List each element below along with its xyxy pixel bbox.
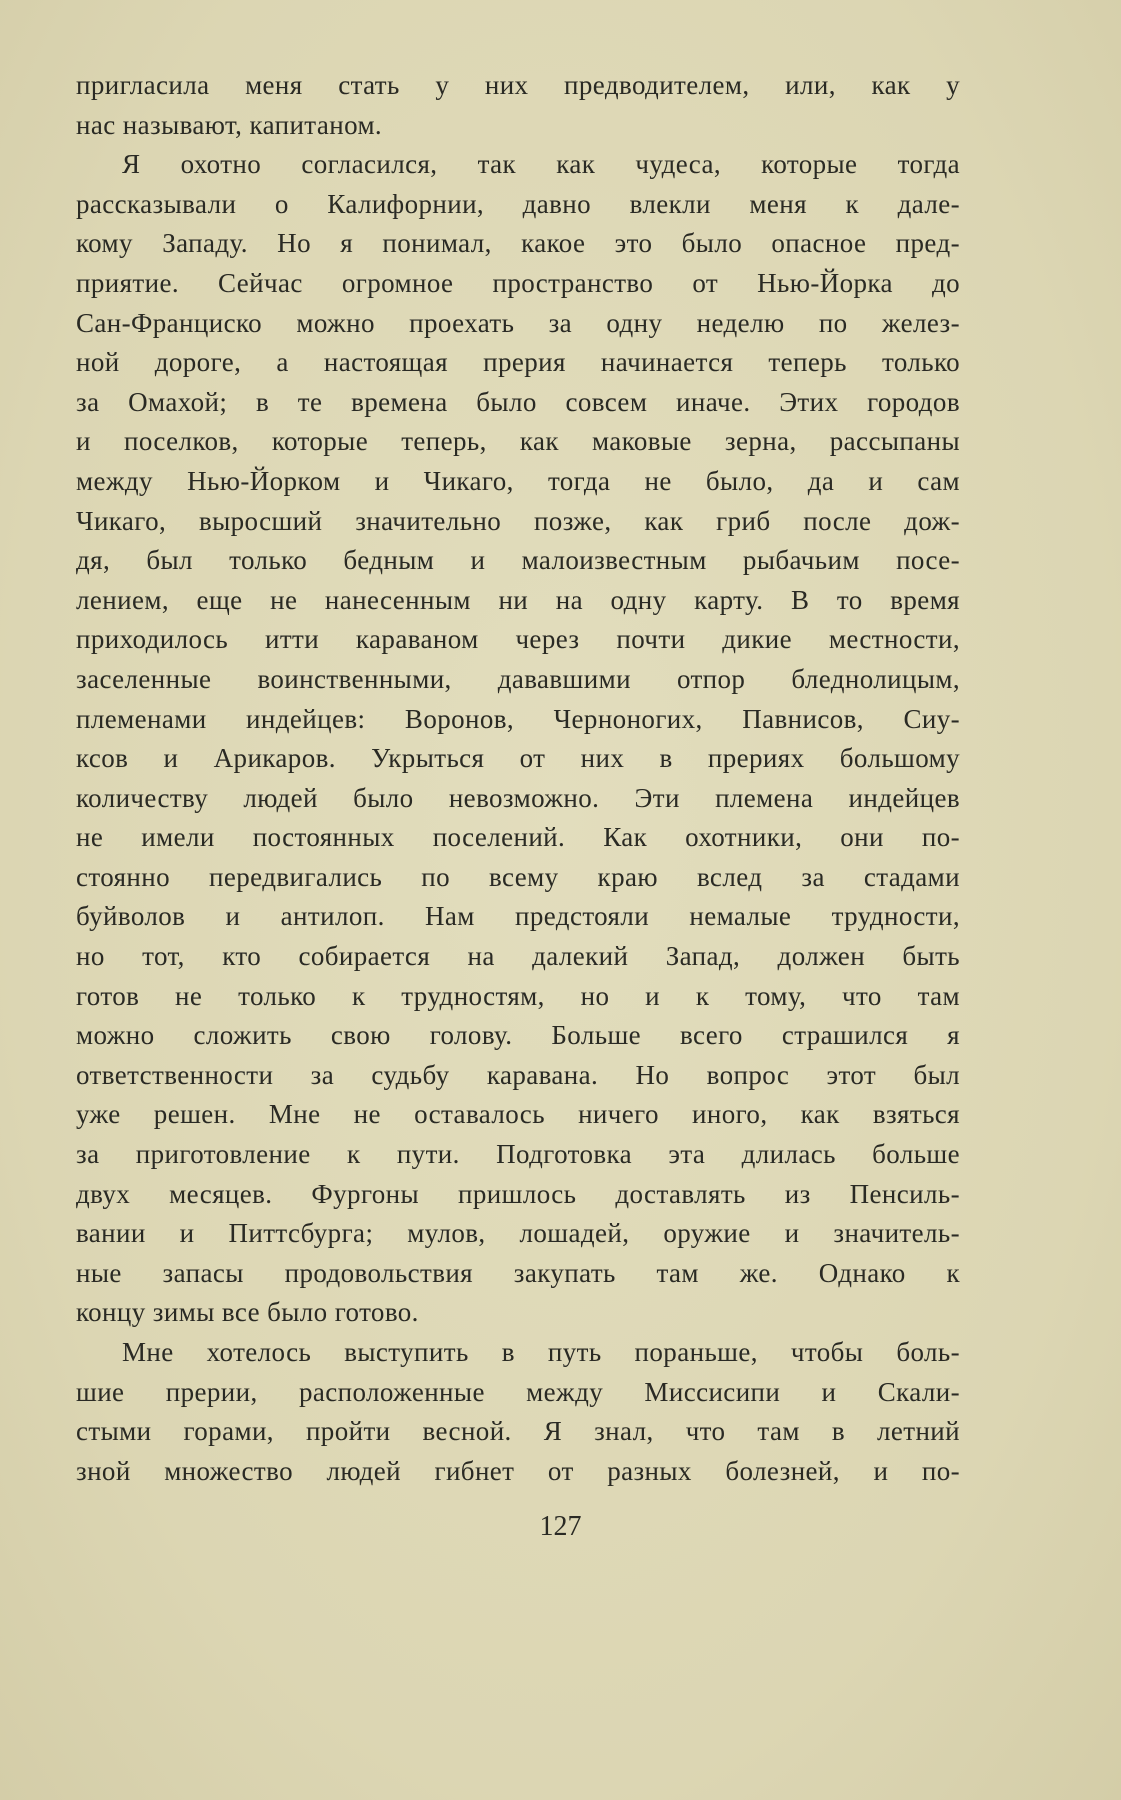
text-line: можно сложить свою голову. Больше всего страшился я [76, 1020, 960, 1051]
text-line: племенами индейцев: Воронов, Черноногих, Павнисов, Сиу- [76, 703, 960, 734]
text-line: ответственности за судьбу каравана. Но вопрос этот был [76, 1059, 960, 1090]
text-line: количеству людей было невозможно. Эти племена индейцев [76, 782, 960, 813]
text-line: лением, еще не нанесенным ни на одну карту. В то время [76, 584, 960, 615]
text-line: приятие. Сейчас огромное пространство от Нью-Йорка до [76, 267, 960, 298]
text-line: уже решен. Мне не оставалось ничего иного, как взяться [76, 1099, 960, 1130]
text-line: Сан-Франциско можно проехать за одну неделю по желез- [76, 307, 960, 338]
text-line: рассказывали о Калифорнии, давно влекли меня к дале- [76, 188, 960, 219]
text-line: концу зимы все было готово. [76, 1297, 419, 1328]
text-line: зной множество людей гибнет от разных болезней, и по- [76, 1455, 960, 1486]
text-line: кому Западу. Но я понимал, какое это было опасное пред- [76, 228, 960, 259]
text-line: Чикаго, выросший значительно позже, как гриб после дож- [76, 505, 960, 536]
text-line: ной дороге, а настоящая прерия начинается теперь только [76, 347, 960, 378]
text-line: нас называют, капитаном. [76, 109, 383, 140]
text-line: но тот, кто собирается на далекий Запад, должен быть [76, 941, 960, 972]
text-line: пригласила меня стать у них предводителем, или, как у [76, 70, 960, 100]
text-line: буйволов и антилоп. Нам предстояли немалые трудности, [76, 901, 960, 932]
text-line: за Омахой; в те времена было совсем иначе. Этих городов [76, 386, 960, 417]
text-line: приходилось итти караваном через почти дикие местности, [76, 624, 960, 655]
text-line: двух месяцев. Фургоны пришлось доставлять из Пенсиль- [76, 1178, 960, 1209]
text-line: готов не только к трудностям, но и к тому, что там [76, 980, 960, 1011]
text-line: и поселков, которые теперь, как маковые зерна, рассыпаны [76, 426, 960, 457]
text-line: не имели постоянных поселений. Как охотники, они по- [76, 822, 960, 853]
text-line: стоянно передвигались по всему краю вслед за стадами [76, 861, 960, 892]
page-number: 127 [539, 1511, 582, 1542]
text-line: между Нью-Йорком и Чикаго, тогда не было, да и сам [76, 465, 960, 496]
text-line: за приготовление к пути. Подготовка эта длилась больше [76, 1139, 960, 1170]
text-line: Я охотно согласился, так как чудеса, которые тогда [122, 149, 960, 180]
text-line: вании и Питтсбурга; мулов, лошадей, оружие и значитель- [76, 1218, 960, 1249]
text-line: ксов и Арикаров. Укрыться от них в прериях большому [76, 743, 960, 774]
text-line: стыми горами, пройти весной. Я знал, что там в летний [76, 1416, 960, 1447]
text-line: Мне хотелось выступить в путь пораньше, чтобы боль- [122, 1337, 960, 1367]
text-line: дя, был только бедным и малоизвестным рыбачьим посе- [76, 545, 960, 576]
text-line: ные запасы продовольствия закупать там же. Однако к [76, 1257, 960, 1288]
text-line: заселенные воинственными, дававшими отпор бледнолицым, [76, 663, 960, 694]
text-line: шие прерии, расположенные между Миссисипи и Скали- [76, 1376, 960, 1407]
body-text [76, 66, 960, 1491]
